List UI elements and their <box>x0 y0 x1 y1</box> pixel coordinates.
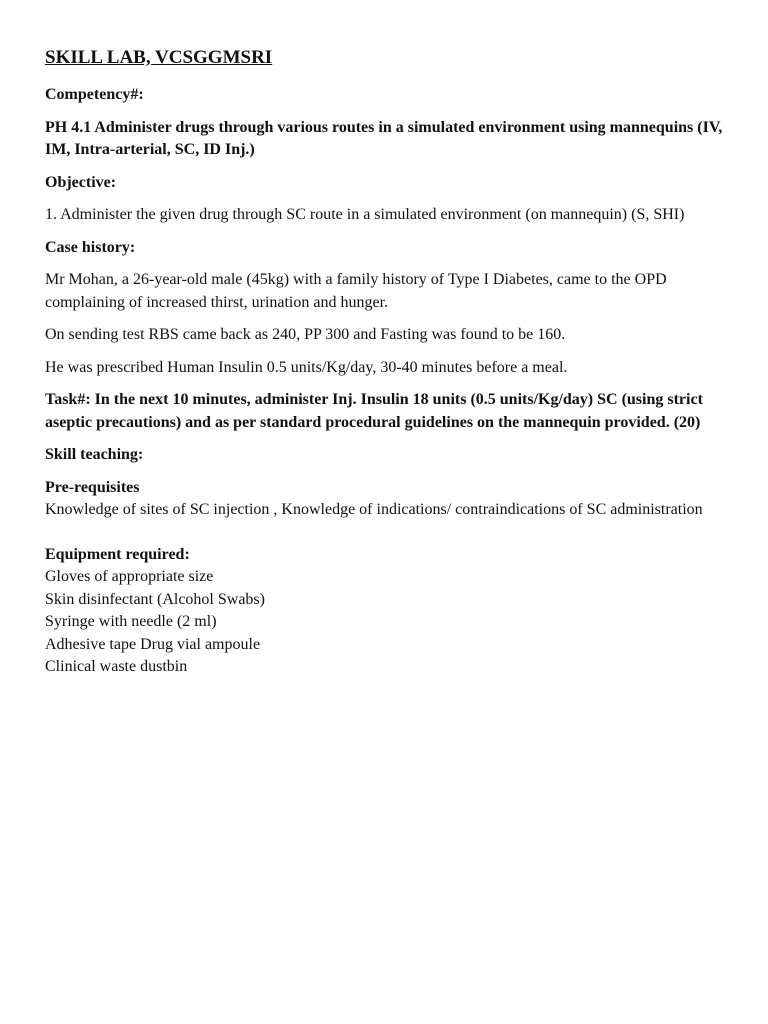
equipment-item: Adhesive tape Drug vial ampoule <box>45 635 261 653</box>
task-text: Task#: In the next 10 minutes, administer Inj. Insulin 18 units (0.5 units/Kg/day) SC (using strict aseptic precautions) and as per standard procedural guidelines on the mannequin provided. (20) <box>45 391 703 431</box>
equipment-item: Skin disinfectant (Alcohol Swabs) <box>45 590 265 608</box>
document-title: SKILL LAB, VCSGGMSRI <box>45 47 273 68</box>
equipment-item: Syringe with needle (2 ml) <box>45 613 217 630</box>
competency-text: PH 4.1 Administer drugs through various routes in a simulated environment using mannequins (IV, IM, Intra-arterial, SC, ID Inj.) <box>45 118 723 158</box>
equipment-item: Gloves of appropriate size <box>45 568 214 585</box>
skill-teaching-label: Skill teaching: <box>45 446 144 463</box>
competency-label: Competency#: <box>45 86 144 103</box>
case-history-paragraph-2: On sending test RBS came back as 240, PP 300 and Fasting was found to be 160. <box>45 326 566 343</box>
prerequisites-label: Pre-requisites <box>45 478 140 496</box>
objective-label: Objective: <box>45 173 117 191</box>
prerequisites-text: Knowledge of sites of SC injection , Knowledge of indications/ contraindications of SC administration <box>45 501 703 518</box>
document-page <box>45 46 725 679</box>
objective-text: 1. Administer the given drug through SC route in a simulated environment (on mannequin) (S, SHI) <box>45 206 685 223</box>
case-history-label: Case history: <box>45 238 136 256</box>
section-spacer <box>45 522 725 544</box>
case-history-paragraph-3: He was prescribed Human Insulin 0.5 units/Kg/day, 30-40 minutes before a meal. <box>45 358 568 376</box>
case-history-paragraph-1: Mr Mohan, a 26-year-old male (45kg) with a family history of Type I Diabetes, came to the OPD complaining of increased thirst, urination and hunger. <box>45 271 667 311</box>
equipment-item: Clinical waste dustbin <box>45 658 188 675</box>
equipment-label: Equipment required: <box>45 545 190 563</box>
